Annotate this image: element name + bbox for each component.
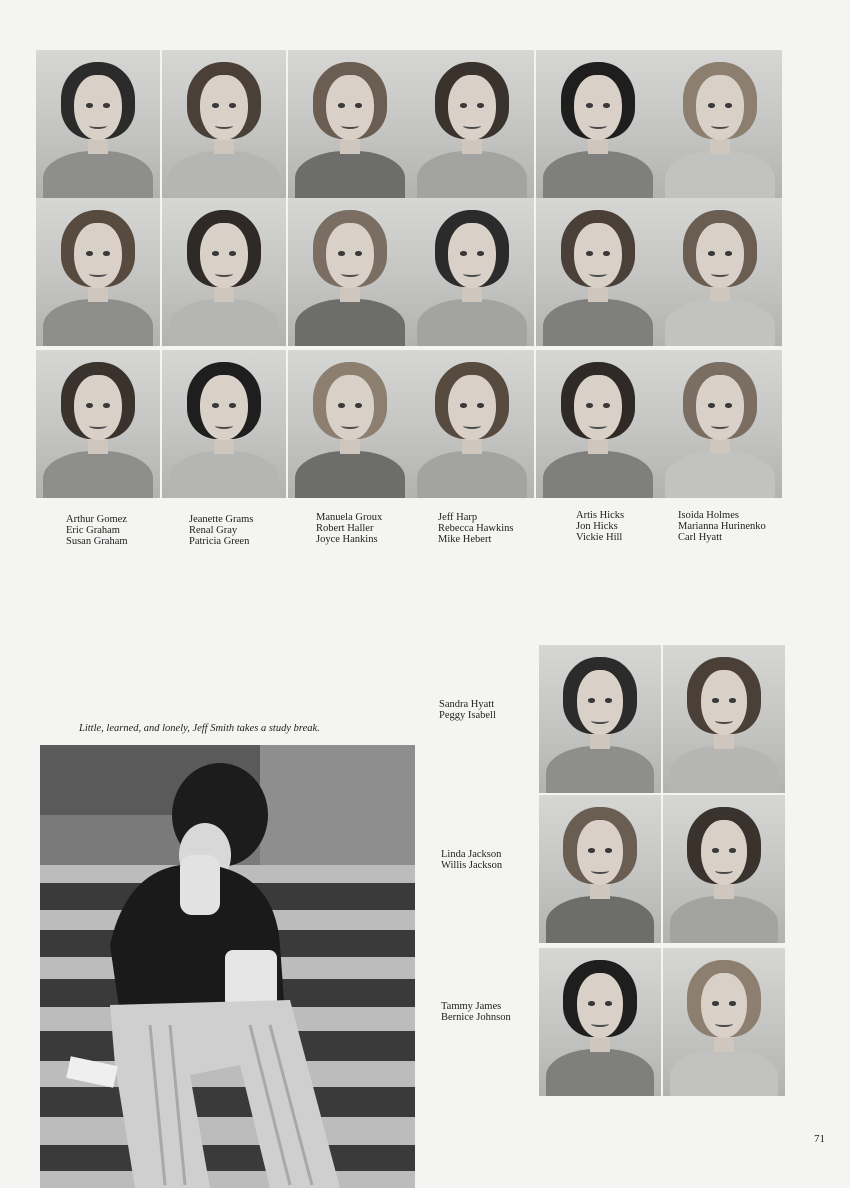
face-shape bbox=[701, 820, 747, 885]
student-name: Eric Graham bbox=[66, 525, 120, 536]
eye-shape bbox=[712, 1001, 719, 1005]
mouth-shape bbox=[715, 868, 732, 874]
eye-shape bbox=[103, 103, 110, 107]
shoulders-shape bbox=[665, 451, 774, 498]
mouth-shape bbox=[215, 271, 232, 277]
mouth-shape bbox=[89, 271, 106, 277]
face-shape bbox=[577, 973, 623, 1038]
shoulders-shape bbox=[43, 451, 152, 498]
student-portrait bbox=[536, 50, 660, 198]
student-name: Sandra Hyatt bbox=[439, 699, 495, 710]
eye-shape bbox=[103, 403, 110, 407]
face-shape bbox=[696, 375, 743, 440]
student-portrait bbox=[36, 50, 160, 198]
eye-shape bbox=[605, 848, 612, 852]
student-portrait bbox=[162, 198, 286, 346]
mouth-shape bbox=[463, 123, 480, 129]
eye-shape bbox=[708, 103, 715, 107]
student-name: Vickie Hill bbox=[576, 532, 623, 543]
student-portrait bbox=[536, 350, 660, 498]
eye-shape bbox=[460, 103, 467, 107]
student-portrait bbox=[658, 350, 782, 498]
face-shape bbox=[74, 223, 121, 288]
student-name: Artis Hicks bbox=[576, 510, 625, 521]
shoulders-shape bbox=[670, 896, 777, 943]
face-shape bbox=[448, 75, 495, 140]
student-name: Peggy Isabell bbox=[439, 710, 496, 721]
eye-shape bbox=[588, 1001, 595, 1005]
student-portrait bbox=[536, 198, 660, 346]
eye-shape bbox=[460, 251, 467, 255]
student-name: Renal Gray bbox=[189, 525, 238, 536]
eye-shape bbox=[86, 251, 93, 255]
student-name: Jeanette Grams bbox=[189, 514, 254, 525]
student-portrait bbox=[410, 50, 534, 198]
shoulders-shape bbox=[665, 299, 774, 346]
face-shape bbox=[701, 670, 747, 735]
eye-shape bbox=[86, 103, 93, 107]
eye-shape bbox=[708, 403, 715, 407]
face-shape bbox=[200, 75, 247, 140]
face-shape bbox=[448, 223, 495, 288]
student-name: Manuela Groux bbox=[316, 512, 383, 523]
student-portrait bbox=[658, 50, 782, 198]
mouth-shape bbox=[589, 123, 606, 129]
shoulders-shape bbox=[665, 151, 774, 198]
student-name: Arthur Gomez bbox=[66, 514, 127, 525]
student-portrait bbox=[36, 198, 160, 346]
eye-shape bbox=[588, 698, 595, 702]
eye-shape bbox=[338, 403, 345, 407]
eye-shape bbox=[729, 698, 736, 702]
mouth-shape bbox=[341, 423, 358, 429]
student-portrait bbox=[663, 645, 785, 793]
student-name: Mike Hebert bbox=[438, 534, 492, 545]
shoulders-shape bbox=[169, 151, 278, 198]
eye-shape bbox=[588, 848, 595, 852]
mouth-shape bbox=[341, 271, 358, 277]
name-group bbox=[441, 1001, 511, 1023]
eye-shape bbox=[355, 403, 362, 407]
eye-shape bbox=[605, 698, 612, 702]
student-name: Jon Hicks bbox=[576, 521, 618, 532]
eye-shape bbox=[477, 251, 484, 255]
student-name: Marianna Hurinenko bbox=[678, 521, 766, 532]
student-name: Bernice Johnson bbox=[441, 1012, 511, 1023]
mouth-shape bbox=[591, 1021, 608, 1027]
eye-shape bbox=[212, 103, 219, 107]
shoulders-shape bbox=[546, 896, 653, 943]
name-column bbox=[189, 514, 253, 547]
student-name: Susan Graham bbox=[66, 536, 128, 547]
face-shape bbox=[74, 75, 121, 140]
eye-shape bbox=[586, 103, 593, 107]
eye-shape bbox=[103, 251, 110, 255]
mouth-shape bbox=[89, 123, 106, 129]
student-name: Carl Hyatt bbox=[678, 532, 723, 543]
student-name: Joyce Hankins bbox=[316, 534, 378, 545]
shoulders-shape bbox=[295, 299, 404, 346]
eye-shape bbox=[338, 251, 345, 255]
eye-shape bbox=[212, 403, 219, 407]
student-portrait bbox=[410, 350, 534, 498]
student-portrait bbox=[658, 198, 782, 346]
shoulders-shape bbox=[543, 451, 652, 498]
face-shape bbox=[574, 75, 621, 140]
eye-shape bbox=[729, 1001, 736, 1005]
student-name: Rebecca Hawkins bbox=[438, 523, 514, 534]
shoulders-shape bbox=[417, 151, 526, 198]
face-shape bbox=[577, 670, 623, 735]
eye-shape bbox=[229, 403, 236, 407]
mouth-shape bbox=[463, 271, 480, 277]
eye-shape bbox=[708, 251, 715, 255]
student-portrait bbox=[288, 50, 412, 198]
mouth-shape bbox=[463, 423, 480, 429]
shoulders-shape bbox=[169, 451, 278, 498]
mouth-shape bbox=[711, 423, 728, 429]
name-column bbox=[438, 512, 514, 545]
student-name: Robert Haller bbox=[316, 523, 374, 534]
mouth-shape bbox=[589, 271, 606, 277]
student-name: Willis Jackson bbox=[441, 860, 503, 871]
face-shape bbox=[701, 973, 747, 1038]
candid-photo bbox=[40, 745, 415, 1188]
eye-shape bbox=[477, 103, 484, 107]
student-portrait bbox=[539, 948, 661, 1096]
shoulders-shape bbox=[417, 299, 526, 346]
shoulders-shape bbox=[169, 299, 278, 346]
shoulders-shape bbox=[670, 746, 777, 793]
student-portrait bbox=[162, 50, 286, 198]
student-portrait bbox=[410, 198, 534, 346]
eye-shape bbox=[603, 103, 610, 107]
face-shape bbox=[326, 75, 373, 140]
eye-shape bbox=[603, 251, 610, 255]
face-shape bbox=[448, 375, 495, 440]
name-column bbox=[66, 514, 128, 547]
mouth-shape bbox=[711, 123, 728, 129]
eye-shape bbox=[586, 403, 593, 407]
student-name: Patricia Green bbox=[189, 536, 250, 547]
student-name: Linda Jackson bbox=[441, 849, 502, 860]
eye-shape bbox=[477, 403, 484, 407]
eye-shape bbox=[460, 403, 467, 407]
shoulders-shape bbox=[295, 151, 404, 198]
mouth-shape bbox=[215, 423, 232, 429]
eye-shape bbox=[725, 403, 732, 407]
face-shape bbox=[326, 223, 373, 288]
name-column bbox=[678, 510, 766, 543]
student-portrait bbox=[162, 350, 286, 498]
name-group bbox=[441, 849, 502, 871]
student-name: Jeff Harp bbox=[438, 512, 478, 523]
shoulders-shape bbox=[543, 299, 652, 346]
student-portrait bbox=[663, 948, 785, 1096]
face-shape bbox=[200, 223, 247, 288]
eye-shape bbox=[725, 103, 732, 107]
face-shape bbox=[696, 75, 743, 140]
student-name: Isoida Holmes bbox=[678, 510, 739, 521]
shoulders-shape bbox=[43, 299, 152, 346]
mouth-shape bbox=[215, 123, 232, 129]
mouth-shape bbox=[591, 868, 608, 874]
mouth-shape bbox=[711, 271, 728, 277]
student-portrait bbox=[663, 795, 785, 943]
eye-shape bbox=[712, 698, 719, 702]
mouth-shape bbox=[341, 123, 358, 129]
student-portrait bbox=[539, 645, 661, 793]
face-shape bbox=[696, 223, 743, 288]
face-shape bbox=[574, 375, 621, 440]
student-portrait bbox=[288, 350, 412, 498]
eye-shape bbox=[605, 1001, 612, 1005]
shoulders-shape bbox=[670, 1049, 777, 1096]
eye-shape bbox=[725, 251, 732, 255]
face-shape bbox=[326, 375, 373, 440]
face-shape bbox=[74, 375, 121, 440]
shoulders-shape bbox=[546, 746, 653, 793]
candid-photo-illustration bbox=[40, 745, 415, 1188]
face-shape bbox=[574, 223, 621, 288]
shoulders-shape bbox=[295, 451, 404, 498]
eye-shape bbox=[229, 251, 236, 255]
student-portrait bbox=[36, 350, 160, 498]
eye-shape bbox=[586, 251, 593, 255]
mouth-shape bbox=[591, 718, 608, 724]
mouth-shape bbox=[715, 1021, 732, 1027]
eye-shape bbox=[603, 403, 610, 407]
photo-caption: Little, learned, and lonely, Jeff Smith takes a study break. bbox=[79, 723, 320, 734]
eye-shape bbox=[729, 848, 736, 852]
mouth-shape bbox=[589, 423, 606, 429]
name-group bbox=[439, 699, 496, 721]
eye-shape bbox=[355, 103, 362, 107]
eye-shape bbox=[229, 103, 236, 107]
student-portrait bbox=[288, 198, 412, 346]
shoulders-shape bbox=[546, 1049, 653, 1096]
student-portrait bbox=[539, 795, 661, 943]
page-number: 71 bbox=[814, 1133, 825, 1145]
eye-shape bbox=[86, 403, 93, 407]
face-shape bbox=[200, 375, 247, 440]
shoulders-shape bbox=[543, 151, 652, 198]
face-shape bbox=[577, 820, 623, 885]
name-column bbox=[316, 512, 382, 545]
mouth-shape bbox=[715, 718, 732, 724]
eye-shape bbox=[212, 251, 219, 255]
shoulders-shape bbox=[417, 451, 526, 498]
name-column bbox=[576, 510, 624, 543]
student-name: Tammy James bbox=[441, 1001, 502, 1012]
eye-shape bbox=[712, 848, 719, 852]
eye-shape bbox=[355, 251, 362, 255]
shoulders-shape bbox=[43, 151, 152, 198]
eye-shape bbox=[338, 103, 345, 107]
mouth-shape bbox=[89, 423, 106, 429]
